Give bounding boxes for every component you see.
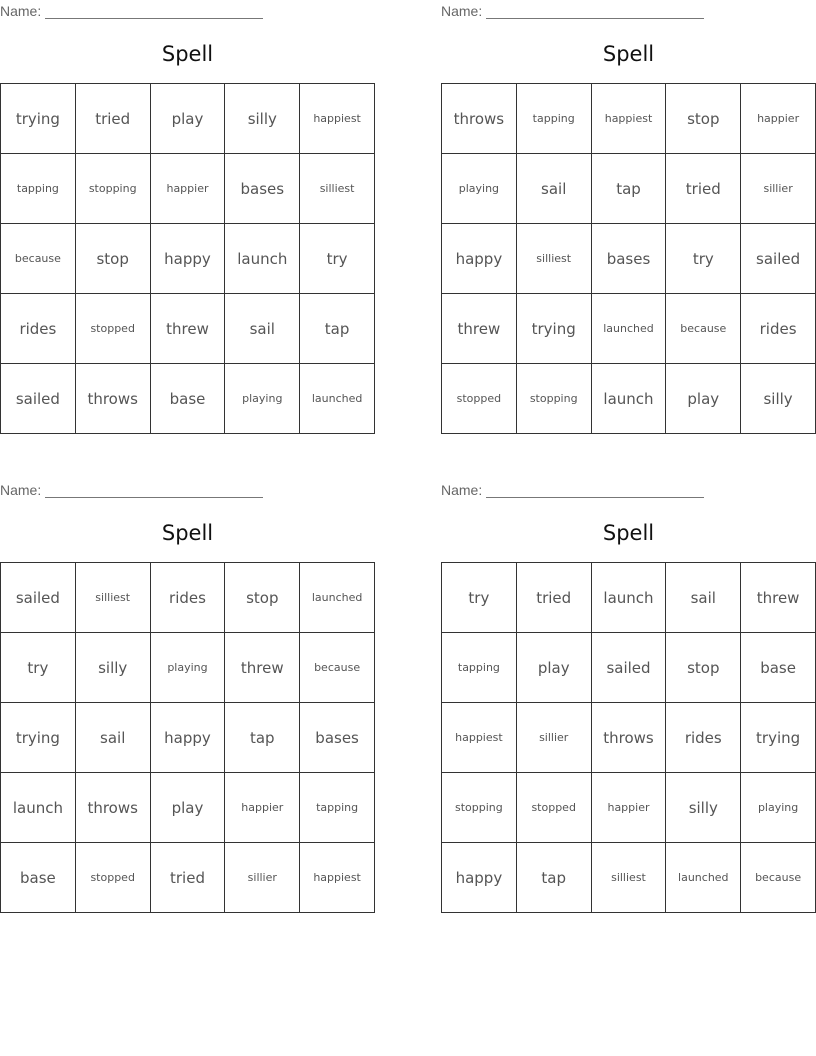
bingo-cell: tap [300, 294, 375, 364]
name-field [0, 482, 263, 498]
bingo-cell: silliest [517, 224, 592, 294]
bingo-cell: because [741, 843, 816, 913]
bingo-cell: silliest [76, 563, 151, 633]
bingo-card [441, 479, 816, 919]
bingo-cell: throws [442, 84, 517, 154]
bingo-cell: threw [151, 294, 226, 364]
bingo-cell: stopping [517, 364, 592, 434]
bingo-cell: base [151, 364, 226, 434]
bingo-cell: try [442, 563, 517, 633]
bingo-cell: silly [741, 364, 816, 434]
bingo-cell: sail [666, 563, 741, 633]
bingo-cell: happiest [442, 703, 517, 773]
bingo-grid [441, 83, 816, 434]
bingo-cell: trying [741, 703, 816, 773]
bingo-cell: threw [225, 633, 300, 703]
card-title: Spell [602, 42, 655, 66]
bingo-cell: play [151, 84, 226, 154]
bingo-cell: try [1, 633, 76, 703]
bingo-card [441, 0, 816, 440]
name-blank-line [45, 483, 263, 498]
bingo-cell: launch [592, 563, 667, 633]
card-title: Spell [161, 42, 214, 66]
name-label: Name: [0, 482, 42, 498]
bingo-cell: happier [741, 84, 816, 154]
bingo-cell: stop [666, 633, 741, 703]
bingo-cell: base [1, 843, 76, 913]
bingo-cell: launched [666, 843, 741, 913]
bingo-cell: launch [225, 224, 300, 294]
bingo-cell: silliest [592, 843, 667, 913]
bingo-cell: happy [442, 843, 517, 913]
bingo-cell: tried [76, 84, 151, 154]
bingo-cell: launched [592, 294, 667, 364]
bingo-cell: sailed [741, 224, 816, 294]
bingo-cell: sailed [592, 633, 667, 703]
bingo-cell: try [666, 224, 741, 294]
card-title: Spell [602, 521, 655, 545]
bingo-cell: happy [151, 224, 226, 294]
bingo-cell: play [517, 633, 592, 703]
bingo-cell: sillier [225, 843, 300, 913]
bingo-cell: playing [151, 633, 226, 703]
bingo-cell: stop [225, 563, 300, 633]
bingo-cell: silly [225, 84, 300, 154]
bingo-card [0, 0, 376, 440]
bingo-cell: sailed [1, 563, 76, 633]
bingo-cell: tap [517, 843, 592, 913]
bingo-cell: playing [225, 364, 300, 434]
bingo-cell: stopped [442, 364, 517, 434]
bingo-cell: launch [592, 364, 667, 434]
bingo-cell: launched [300, 563, 375, 633]
bingo-card [0, 479, 376, 919]
bingo-cell: stopped [76, 294, 151, 364]
name-field [441, 3, 704, 19]
bingo-cell: trying [517, 294, 592, 364]
bingo-cell: throws [592, 703, 667, 773]
bingo-cell: silly [666, 773, 741, 843]
bingo-cell: sailed [1, 364, 76, 434]
bingo-cell: because [1, 224, 76, 294]
bingo-cell: tap [225, 703, 300, 773]
bingo-cell: rides [666, 703, 741, 773]
bingo-cell: because [300, 633, 375, 703]
bingo-cell: bases [592, 224, 667, 294]
bingo-cell: tried [517, 563, 592, 633]
bingo-cell: sillier [741, 154, 816, 224]
bingo-cell: base [741, 633, 816, 703]
bingo-cell: tap [592, 154, 667, 224]
bingo-cell: tried [666, 154, 741, 224]
bingo-cell: silliest [300, 154, 375, 224]
bingo-cell: happy [151, 703, 226, 773]
bingo-cell: happy [442, 224, 517, 294]
bingo-cell: tried [151, 843, 226, 913]
bingo-grid [0, 83, 375, 434]
bingo-cell: tapping [1, 154, 76, 224]
bingo-cell: because [666, 294, 741, 364]
name-label: Name: [0, 3, 42, 19]
bingo-cell: tapping [517, 84, 592, 154]
bingo-grid [0, 562, 375, 913]
bingo-cell: throws [76, 773, 151, 843]
name-blank-line [486, 483, 704, 498]
bingo-cell: try [300, 224, 375, 294]
bingo-cell: play [666, 364, 741, 434]
name-field [441, 482, 704, 498]
bingo-cell: happiest [300, 84, 375, 154]
bingo-cell: threw [442, 294, 517, 364]
bingo-cell: stop [76, 224, 151, 294]
bingo-cell: stop [666, 84, 741, 154]
bingo-cell: bases [300, 703, 375, 773]
bingo-cell: happier [151, 154, 226, 224]
bingo-cell: trying [1, 84, 76, 154]
bingo-cell: launched [300, 364, 375, 434]
bingo-cell: silly [76, 633, 151, 703]
bingo-cell: bases [225, 154, 300, 224]
bingo-cell: happier [225, 773, 300, 843]
bingo-cell: stopped [517, 773, 592, 843]
bingo-cell: sail [517, 154, 592, 224]
bingo-cell: stopping [442, 773, 517, 843]
name-label: Name: [441, 3, 483, 19]
bingo-cell: playing [741, 773, 816, 843]
bingo-cell: stopping [76, 154, 151, 224]
bingo-grid [441, 562, 816, 913]
bingo-cell: sail [76, 703, 151, 773]
bingo-cell: tapping [442, 633, 517, 703]
bingo-cell: rides [1, 294, 76, 364]
name-blank-line [486, 4, 704, 19]
bingo-cell: sail [225, 294, 300, 364]
name-blank-line [45, 4, 263, 19]
bingo-cell: happier [592, 773, 667, 843]
bingo-cell: throws [76, 364, 151, 434]
bingo-cell: playing [442, 154, 517, 224]
bingo-cell: happiest [592, 84, 667, 154]
bingo-cell: happiest [300, 843, 375, 913]
bingo-cell: trying [1, 703, 76, 773]
name-label: Name: [441, 482, 483, 498]
bingo-cell: tapping [300, 773, 375, 843]
bingo-cell: sillier [517, 703, 592, 773]
name-field [0, 3, 263, 19]
bingo-cell: rides [741, 294, 816, 364]
bingo-cell: threw [741, 563, 816, 633]
bingo-cell: rides [151, 563, 226, 633]
bingo-cell: launch [1, 773, 76, 843]
card-title: Spell [161, 521, 214, 545]
bingo-cell: stopped [76, 843, 151, 913]
bingo-cell: play [151, 773, 226, 843]
